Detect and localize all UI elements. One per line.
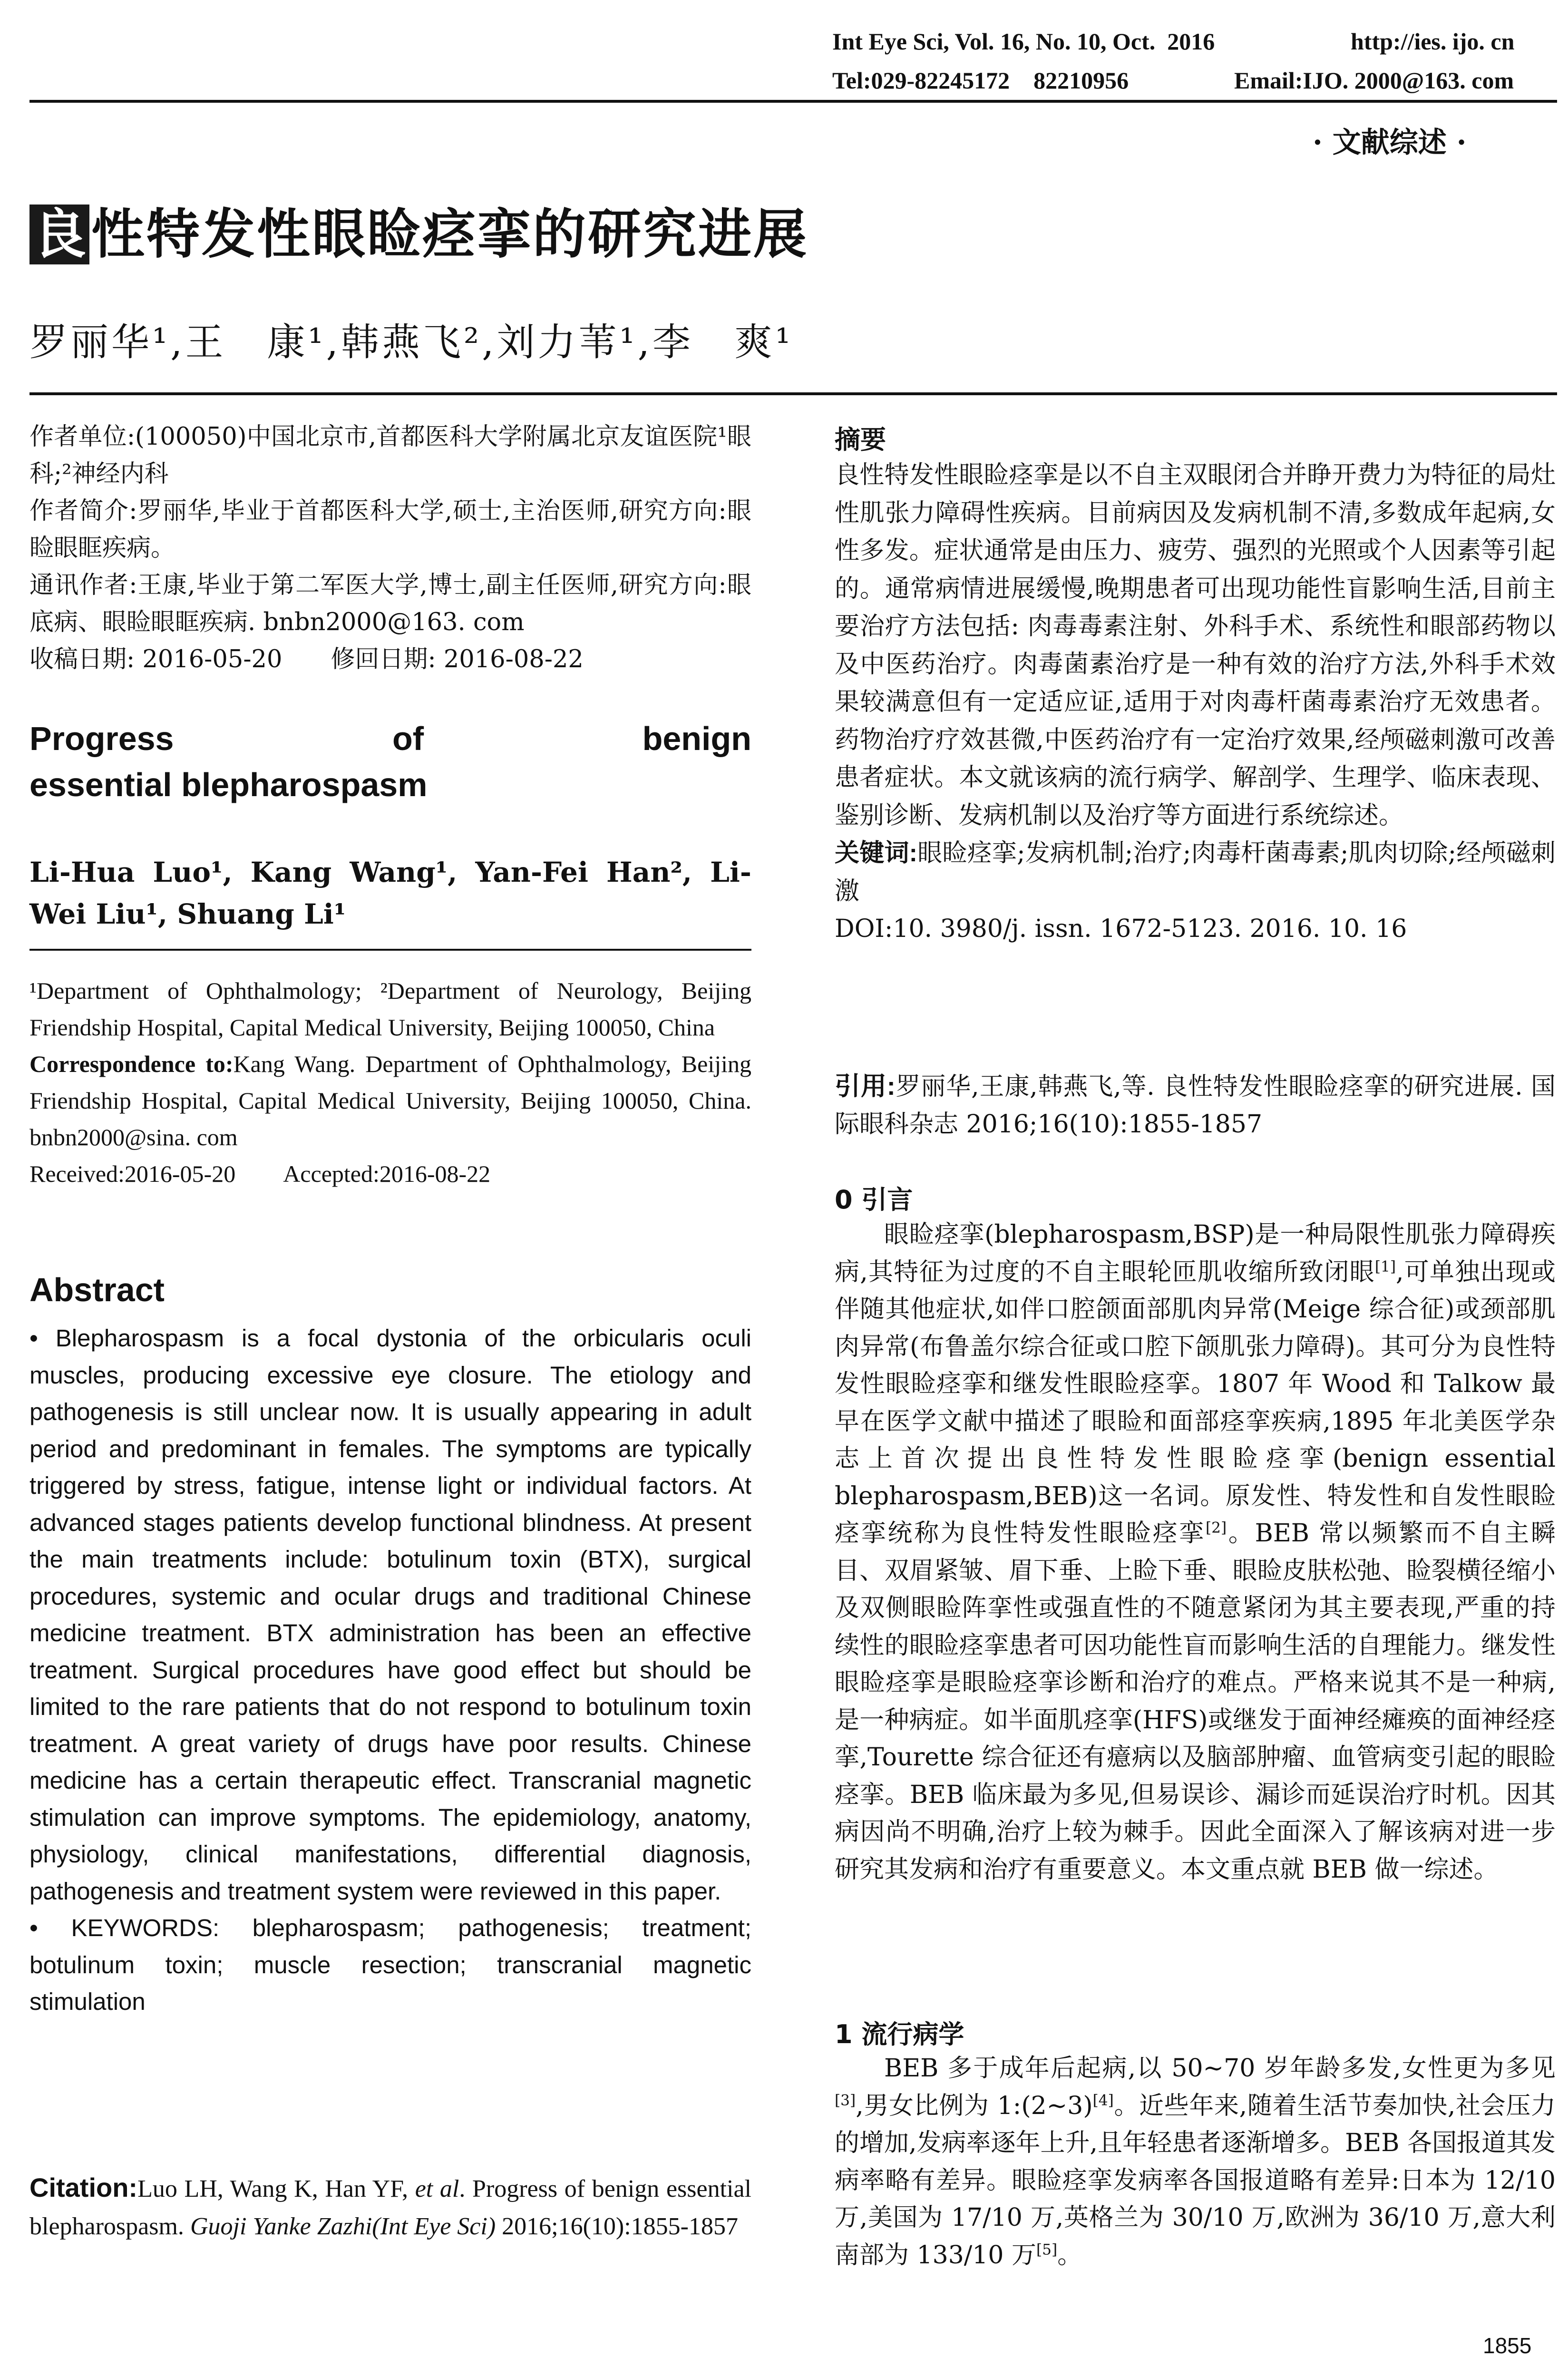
correspondence-text: Kang Wang. Department of Ophthalmology, Beijing Friendship Hospital, Capital Medical University, Beijing 100050, China. bnbn2000@sina. com (29, 1051, 751, 1150)
section1-body (835, 2050, 1556, 2274)
citation-en-authors: Luo LH, Wang K, Han YF, (137, 2175, 415, 2202)
title-en (29, 716, 751, 808)
section0-text-a: 眼睑痉挛(blepharospasm,BSP)是一种局限性肌张力障碍疾病,其特征为过度的不自主眼轮匝肌收缩所致闭眼 (835, 1220, 1556, 1286)
title-en-line2: essential blepharospasm (29, 766, 428, 803)
abstract-cn (835, 457, 1556, 948)
keywords-cn-text: 眼睑痉挛;发病机制;治疗;肉毒杆菌毒素;肌肉切除;经颅磁刺激 (835, 839, 1556, 906)
section1-heading: 1 流行病学 (835, 2019, 964, 2049)
corresponding-author: 通讯作者:王康,毕业于第二军医大学,博士,副主任医师,研究方向:眼底病、眼睑眼眶疾病. bnbn2000@163. com (29, 571, 751, 636)
section1-text-d: 。 (1057, 2241, 1082, 2270)
keywords-cn-label: 关键词: (835, 839, 917, 867)
citation-cn-label: 引用: (835, 1072, 896, 1101)
page-number: 1855 (1483, 2333, 1532, 2358)
authors-cn: 罗丽华¹,王 康¹,韩燕飞²,刘力苇¹,李 爽¹ (29, 320, 794, 364)
citation-en-title: . Progress of benign essential blepharospasm. (29, 2175, 751, 2240)
citation-cn (835, 1068, 1556, 1143)
section1-text-b: ,男女比例为 1:(2~3) (856, 2091, 1093, 2120)
article-category: · 文献综述 · (1313, 126, 1467, 159)
section0-heading: 0 引言 (835, 1185, 913, 1215)
keywords-cn (835, 835, 1556, 910)
abstract-en (29, 1320, 751, 2020)
received-date-en: Received:2016-05-20 Accepted:2016-08-22 (29, 1160, 491, 1187)
citation-en (29, 2169, 751, 2245)
title-first-char: 良 (29, 205, 89, 264)
authors-en-rule (29, 949, 751, 951)
affiliation-cn (29, 419, 751, 678)
citation-cn-text: 罗丽华,王康,韩燕飞,等. 良性特发性眼睑痉挛的研究进展. 国际眼科杂志 2016;16(10):1855-1857 (835, 1072, 1556, 1139)
abstract-cn-text: 良性特发性眼睑痉挛是以不自主双眼闭合并睁开费力为特征的局灶性肌张力障碍性疾病。目前病因及发病机制不清,多数成年起病,女性多发。症状通常是由压力、疲劳、强烈的光照或个人因素等引起的。通常病情进展缓慢,晚期患者可出现功能性盲影响生活,目前主要治疗方法包括: 肉毒毒素注射、外科手术、系统性和眼部药物以及中医药治疗。肉毒菌素治疗是一种有效的治疗方法,外科手术效果较满意但有一定适应证,适用于对肉毒杆菌毒素治疗无效患者。药物治疗疗效甚微,中医药治疗有一定治疗效果,经颅磁刺激可改善患者症状。本文就该病的流行病学、解剖学、生理学、临床表现、鉴别诊断、发病机制以及治疗等方面进行系统综述。 (835, 461, 1556, 830)
title-rest: 性特发性眼睑痉挛的研究进展 (91, 204, 808, 265)
header-email: Email:IJO. 2000@163. com (1234, 67, 1514, 94)
section1-text-c: 。近些年来,随着生活节奏加快,社会压力的增加,发病率逐年上升,且年轻患者逐渐增多。BEB 各国报道其发病率略有差异。眼睑痉挛发病率各国报道略有差异:日本为 12/10 万,美国为 17/10 万,英格兰为 30/10 万,欧洲为 36/10 万,意大利南部为 133/10 万 (835, 2091, 1556, 2270)
citation-en-journal: Guoji Yanke Zazhi(Int Eye Sci) (190, 2213, 496, 2240)
article-title (29, 205, 808, 269)
section1-text-a: BEB 多于成年后起病,以 50~70 岁年龄多发,女性更为多见 (884, 2054, 1556, 2083)
affiliation-en-text: ¹Department of Ophthalmology; ²Department of Neurology, Beijing Friendship Hospital, Capital Medical University, Beijing 100050, China (29, 977, 751, 1041)
title-en-line1: Progress of benign (29, 720, 751, 757)
section0-text-c: 。BEB 常以频繁而不自主瞬目、双眉紧皱、眉下垂、上睑下垂、眼睑皮肤松弛、睑裂横径缩小及双侧眼睑阵挛性或强直性的不随意紧闭为其主要表现,严重的持续性的眼睑痉挛患者可因功能性盲而影响生活的自理能力。继发性眼睑痉挛是眼睑痉挛诊断和治疗的难点。严格来说其不是一种病,是一种病症。如半面肌痉挛(HFS)或继发于面神经瘫痪的面神经痉挛,Tourette 综合征还有癔病以及脑部肿瘤、血管病变引起的眼睑痉挛。BEB 临床最为多见,但易误诊、漏诊而延误治疗时机。因其病因尚不明确,治疗上较为棘手。因此全面深入了解该病对进一步研究其发病和治疗有重要意义。本文重点就 BEB 做一综述。 (835, 1519, 1556, 1884)
abstract-cn-heading: 摘要 (835, 425, 886, 455)
keywords-en: • KEYWORDS: blepharospasm; pathogenesis; treatment; botulinum toxin; muscle resection; transcranial magnetic stimulation (29, 1914, 751, 2015)
ref-3[interactable]: [3] (835, 2092, 856, 2109)
abstract-en-heading: Abstract (29, 1271, 165, 1308)
affiliation-en (29, 973, 751, 1192)
received-date-cn: 收稿日期: 2016-05-20 修回日期: 2016-08-22 (29, 645, 584, 673)
doi: DOI:10. 3980/j. issn. 1672-5123. 2016. 10. 16 (835, 915, 1407, 943)
citation-en-etal: et al (415, 2175, 459, 2202)
section0-body (835, 1216, 1556, 1888)
abstract-en-text: • Blepharospasm is a focal dystonia of the orbicularis oculi muscles, producing excessive eye closure. The etiology and pathogenesis is still unclear now. It is usually appearing in adult period and predominant in females. The symptoms are typically triggered by stress, fatigue, intense light or individual factors. At advanced stages patients develop functional blindness. At present the main treatments include: botulinum toxin (BTX), surgical procedures, systemic and ocular drugs and traditional Chinese medicine treatment. BTX administration has been an effective treatment. Surgical procedures have good effect but should be limited to the rare patients that do not respond to botulinum toxin treatment. A great variety of drugs have poor results. Chinese medicine has a certain therapeutic effect. Transcranial magnetic stimulation can improve symptoms. The epidemiology, anatomy, physiology, clinical manifestations, differential diagnosis, pathogenesis and treatment system were reviewed in this paper. (29, 1325, 751, 1905)
section0-text-b: ,可单独出现或伴随其他症状,如伴口腔颌面部肌肉异常(Meige 综合征)或颈部肌肉异常(布鲁盖尔综合征或口腔下颌肌张力障碍)。其可分为良性特发性眼睑痉挛和继发性眼睑痉挛。1807 年 Wood 和 Talkow 最早在医学文献中描述了眼睑和面部痉挛疾病,1895 年北美医学杂志上首次提出良性特发性眼睑痉挛(benign essential blepharospasm,BEB)这一名词。原发性、特发性和自发性眼睑痉挛统称为良性特发性眼睑痉挛 (835, 1257, 1556, 1548)
ref-5[interactable]: [5] (1036, 2241, 1058, 2259)
affiliation-unit: 作者单位:(100050)中国北京市,首都医科大学附属北京友谊医院¹眼科;²神经内科 (29, 423, 751, 488)
citation-en-volume: 2016;16(10):1855-1857 (496, 2213, 738, 2240)
header-tel: Tel:029-82245172 82210956 (832, 67, 1129, 94)
authors-en: Li-Hua Luo¹, Kang Wang¹, Yan-Fei Han², Li-Wei Liu¹, Shuang Li¹ (29, 856, 751, 930)
correspondence-label: Correspondence to: (29, 1051, 234, 1077)
citation-en-label: Citation: (29, 2172, 138, 2202)
correspondence-en (29, 1046, 751, 1156)
ref-2[interactable]: [2] (1206, 1519, 1227, 1537)
header-rule (29, 100, 1557, 103)
ref-4[interactable]: [4] (1092, 2092, 1114, 2109)
header-url: http://ies. ijo. cn (1351, 28, 1515, 55)
title-rule (29, 392, 1557, 395)
ref-1[interactable]: [1] (1374, 1258, 1396, 1276)
header-journal-info: Int Eye Sci, Vol. 16, No. 10, Oct. 2016 (832, 28, 1215, 55)
author-bio: 作者简介:罗丽华,毕业于首都医科大学,硕士,主治医师,研究方向:眼睑眼眶疾病。 (29, 497, 751, 562)
